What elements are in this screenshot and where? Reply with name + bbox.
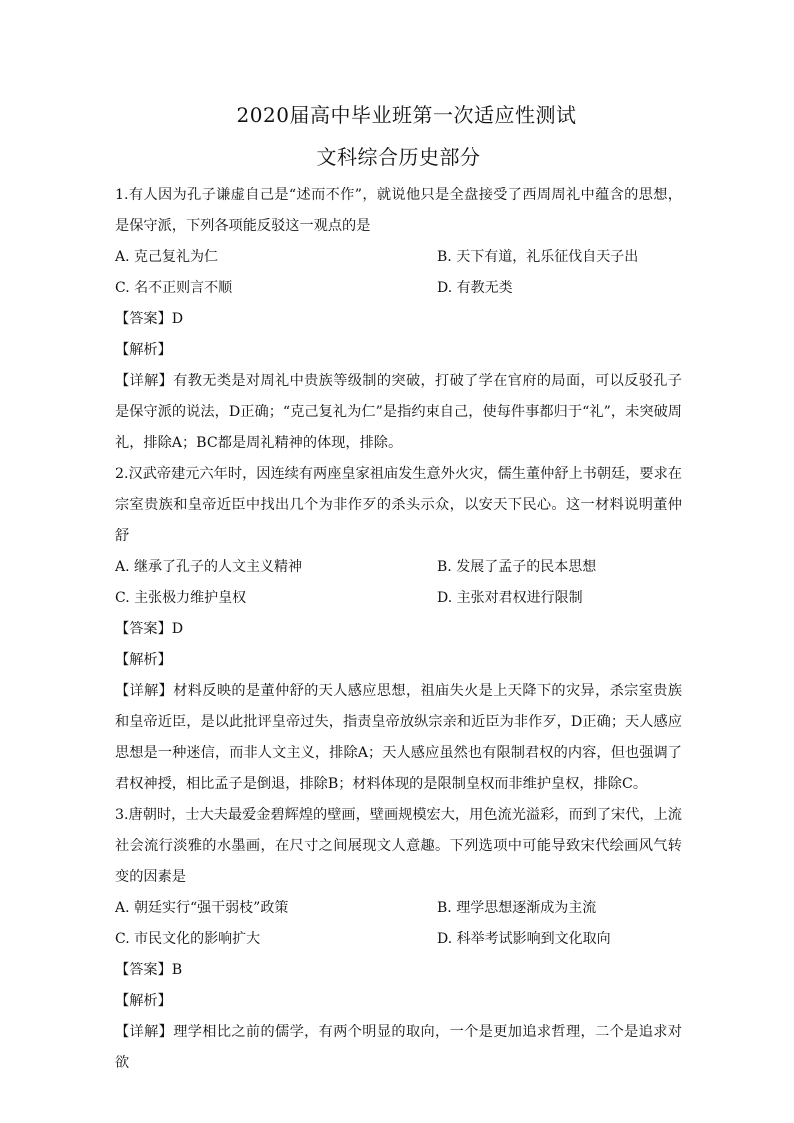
option-a: A. 朝廷实行“强干弱枝”政策 xyxy=(115,900,289,916)
detail-explanation: 【详解】理学相比之前的儒学，有两个明显的取向，一个是更加追求哲理，二个是追求对欲 xyxy=(115,1024,682,1071)
analysis-label: 【解析】 xyxy=(115,652,172,668)
option-a: A. 继承了孔子的人文主义精神 xyxy=(115,559,303,575)
detail-explanation: 【详解】材料反映的是董仲舒的天人感应思想，祖庙失火是上天降下的灾异，杀宗室贵族和皇帝近臣，是以此批评皇帝过失，指责皇帝放纵宗亲和近臣为非作歹，D正确；天人感应思想是一种迷信，而非人文主义，排除A；天人感应虽然也有限制君权的内容，但也强调了君权神授，相比孟子是倒退，排除B；材料体现的是限制皇权而非维护皇权，排除C。 xyxy=(115,683,682,792)
options xyxy=(115,242,682,304)
option-b: B. 理学思想逐渐成为主流 xyxy=(437,900,597,916)
analysis-label: 【解析】 xyxy=(115,342,172,358)
detail-explanation: 【详解】有教无类是对周礼中贵族等级制的突破，打破了学在官府的局面，可以反驳孔子是保守派的说法，D正确；“克己复礼为仁”是指约束自己，使每件事都归于“礼”，未突破周礼，排除A；BC都是周礼精神的体现，排除。 xyxy=(115,373,682,451)
option-b: B. 天下有道，礼乐征伐自天子出 xyxy=(437,249,639,265)
analysis-label: 【解析】 xyxy=(115,993,172,1009)
options xyxy=(115,552,682,614)
document-subtitle: 文科综合历史部分 xyxy=(316,145,481,169)
options xyxy=(115,893,682,955)
option-c: C. 名不正则言不顺 xyxy=(115,280,233,296)
question-1 xyxy=(115,180,682,459)
question-3 xyxy=(115,800,682,1079)
question-2 xyxy=(115,459,682,800)
question-stem: 1.有人因为孔子谦虚自己是“述而不作”，就说他只是全盘接受了西周周礼中蕴含的思想，是保守派，下列各项能反驳这一观点的是 xyxy=(115,187,682,234)
option-c: C. 主张极力维护皇权 xyxy=(115,590,247,606)
option-d: D. 主张对君权进行限制 xyxy=(437,590,583,606)
answer: 【答案】D xyxy=(115,621,184,637)
question-stem: 2.汉武帝建元六年时，因连续有两座皇家祖庙发生意外火灾，儒生董仲舒上书朝廷，要求在宗室贵族和皇帝近臣中找出几个为非作歹的杀头示众，以安天下民心。这一材料说明董仲舒 xyxy=(115,466,682,544)
option-d: D. 有教无类 xyxy=(437,280,513,296)
option-c: C. 市民文化的影响扩大 xyxy=(115,931,261,947)
answer: 【答案】B xyxy=(115,962,183,978)
option-a: A. 克己复礼为仁 xyxy=(115,249,219,265)
document-title: 2020届高中毕业班第一次适应性测试 xyxy=(236,103,577,127)
answer: 【答案】D xyxy=(115,311,184,327)
question-stem: 3.唐朝时，士大夫最爱金碧辉煌的壁画，壁画规模宏大，用色流光溢彩，而到了宋代，上流社会流行淡雅的水墨画，在尺寸之间展现文人意趣。下列选项中可能导致宋代绘画风气转变的因素是 xyxy=(115,807,682,885)
option-b: B. 发展了孟子的民本思想 xyxy=(437,559,597,575)
option-d: D. 科举考试影响到文化取向 xyxy=(437,931,611,947)
